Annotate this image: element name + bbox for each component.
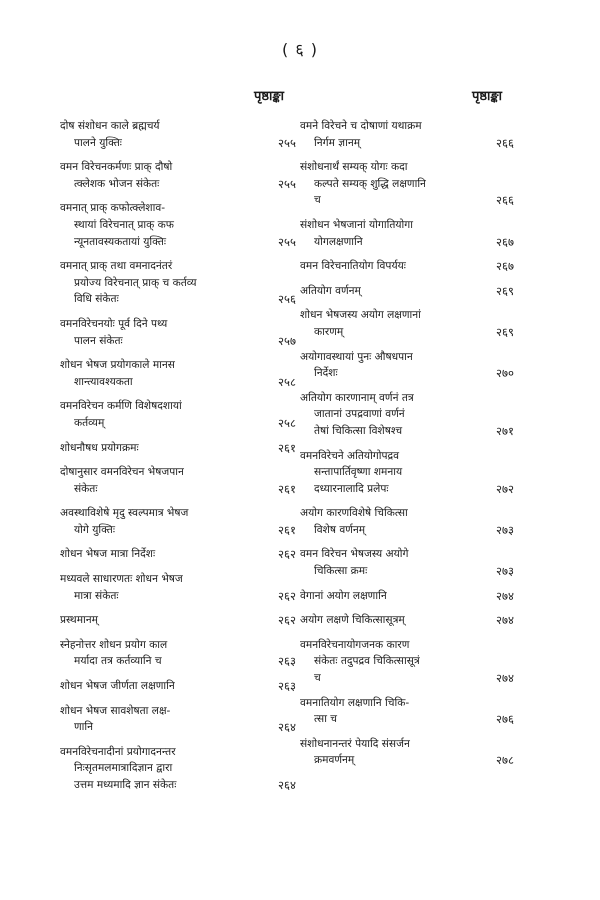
toc-entry-text: च (314, 194, 321, 207)
toc-entry-text: संकेतः (74, 482, 98, 495)
toc-entry-line (60, 588, 296, 605)
toc-entry-line (60, 159, 296, 176)
toc-entry-line (60, 415, 296, 432)
toc-entry-page: २६१ (278, 522, 296, 537)
toc-entry-page: २७८ (496, 753, 514, 768)
toc-entry (60, 118, 296, 151)
toc-entry-text: वेगानां अयोग लक्षणानि (300, 589, 387, 602)
toc-entry-line (300, 406, 514, 423)
left-column-heading: पृष्ठाङ्का (253, 89, 284, 104)
toc-entry-page: २५६ (278, 292, 296, 307)
toc-entry-line (60, 522, 296, 539)
toc-entry-line (60, 440, 296, 457)
toc-entry-text: उत्तम मध्यमादि ज्ञान संकेतः (74, 779, 177, 791)
toc-entry-text: चिकित्सा क्रमः (314, 565, 368, 578)
toc-entry-line (300, 258, 514, 275)
toc-entry-line (300, 522, 514, 539)
toc-entry-line (300, 752, 514, 769)
toc-entry-line (300, 612, 514, 629)
toc-entry (60, 316, 296, 349)
toc-entry-page: २६१ (278, 481, 296, 496)
toc-entry-page: २७० (496, 366, 514, 381)
toc-entry (60, 398, 296, 431)
right-entry-list (300, 118, 514, 769)
toc-entry (60, 505, 296, 538)
toc-entry-line (60, 200, 296, 217)
toc-entry (300, 588, 514, 605)
toc-entry-page: २७२ (496, 481, 514, 496)
toc-entry-page: २६३ (278, 654, 296, 669)
toc-entry-page: २५५ (278, 176, 296, 191)
toc-entry (60, 200, 296, 250)
toc-entry-text: निर्देशः (314, 367, 338, 380)
toc-entry-page: २६३ (278, 679, 296, 694)
toc-entry-text: अयोग कारणविशेषे चिकित्सा (300, 507, 408, 520)
toc-entry-text: विधि संकेतः (74, 293, 119, 306)
toc-entry-page: २६४ (278, 720, 296, 735)
toc-entry-line (300, 563, 514, 580)
toc-entry-page: २५८ (278, 415, 296, 430)
toc-entry-line (60, 357, 296, 374)
toc-entry-text: वमनविरेचन कर्मणि विशेषदशायां (60, 400, 182, 413)
toc-entry-text: संशोधनार्थं सम्यक् योगः कदा (300, 161, 408, 174)
toc-entry-text: कल्पते सम्यक् शुद्धि लक्षणानि (314, 177, 426, 190)
toc-entry-text: मात्रा संकेतः (74, 589, 119, 602)
toc-entry (300, 307, 514, 340)
toc-entry (60, 703, 296, 736)
toc-entry-text: न्यूनतावस्यकतायां युक्तिः (74, 235, 167, 248)
toc-entry-page: २७४ (496, 671, 514, 686)
toc-entry (300, 217, 514, 250)
toc-entry-line (300, 118, 514, 135)
toc-entry-line (60, 135, 296, 152)
toc-entry-line (300, 217, 514, 234)
toc-entry-page: २७३ (496, 522, 514, 537)
toc-entry (300, 390, 514, 440)
toc-entry-text: कारणम् (314, 325, 344, 338)
toc-entry-line (60, 760, 296, 777)
right-column (300, 86, 514, 777)
toc-entry-text: अतियोग कारणानाम् वर्णनं तत्र (300, 391, 414, 404)
toc-entry (300, 637, 514, 687)
toc-entry-text: वमनात् प्राक् कफोत्क्लेशाव- (60, 202, 166, 215)
right-column-heading: पृष्ठाङ्का (471, 89, 502, 104)
toc-entry-line (300, 588, 514, 605)
toc-entry-page: २५५ (278, 135, 296, 150)
toc-entry-text: वमने विरेचने च दोषाणां यथाक्रम (300, 120, 422, 132)
toc-entry-text: योगलक्षणानि (314, 235, 363, 248)
toc-entry-line (300, 448, 514, 465)
toc-entry-line (300, 481, 514, 498)
toc-entry-page: २६२ (278, 613, 296, 628)
toc-entry-text: दोष संशोधन काले ब्रह्मचर्य (60, 120, 160, 132)
toc-entry-line (60, 505, 296, 522)
toc-entry-line (60, 777, 296, 794)
toc-entry-line (300, 390, 514, 407)
toc-entry-text: अयोग लक्षणे चिकित्सासूत्रम् (300, 614, 405, 627)
toc-entry-text: वमन विरेचनकर्मणः प्राक् दौषो (60, 161, 173, 174)
toc-entry-line (60, 481, 296, 498)
toc-entry-line (60, 464, 296, 481)
toc-entry-text: मध्यवले साधारणतः शोधन भेषज (60, 573, 183, 586)
toc-entry-page: २६९ (496, 283, 514, 298)
toc-entry-text: शोधनौषध प्रयोगक्रमः (60, 441, 139, 454)
toc-entry-line (60, 398, 296, 415)
toc-entry-line (300, 135, 514, 152)
toc-entry-text: जातानां उपद्रवाणां वर्णनं (314, 408, 405, 421)
toc-entry-page: २५८ (278, 374, 296, 389)
toc-entry-text: पालन संकेतः (74, 334, 123, 347)
toc-entry (60, 357, 296, 390)
toc-entry-text: वमनविरेचने अतियोगोपद्रव (300, 449, 400, 462)
toc-entry-line (300, 695, 514, 712)
toc-entry-text: दोषानुसार वमनविरेचन भेषजपान (60, 466, 184, 479)
toc-entry-text: निर्गम ज्ञानम् (314, 136, 361, 149)
toc-entry (300, 349, 514, 382)
toc-entry-text: वमनविरेचनायोगजनक कारण (300, 638, 410, 651)
toc-entry-line (300, 324, 514, 341)
toc-entry-line (60, 217, 296, 234)
toc-entry-line (60, 612, 296, 629)
toc-entry-text: त्सा च (314, 713, 338, 726)
toc-entry-line (60, 637, 296, 654)
toc-entry-line (60, 258, 296, 275)
toc-entry-page: २७१ (496, 423, 514, 438)
toc-entry (60, 637, 296, 670)
toc-entry (60, 440, 296, 457)
toc-entry-text: शोधन भेषज सावशेषता लक्ष- (60, 704, 171, 717)
toc-entry-text: सन्तापार्तिवृष्णा शमनाय (314, 466, 403, 479)
toc-entry-line (60, 291, 296, 308)
toc-entry-line (300, 711, 514, 728)
toc-entry (300, 695, 514, 728)
toc-entry-page: २७३ (496, 564, 514, 579)
toc-entry-page: २५५ (278, 234, 296, 249)
toc-entry-page: २६७ (496, 259, 514, 274)
toc-entry-text: वमनविरेचनयोः पूर्व दिने पथ्य (60, 317, 168, 330)
toc-entry (60, 678, 296, 695)
toc-entry-text: अतियोग वर्णनम् (300, 284, 361, 297)
toc-entry-text: वमनात् प्राक् तथा वमनादनंतरं (60, 260, 173, 273)
left-column (60, 86, 296, 802)
left-entry-list (60, 118, 296, 794)
toc-entry (300, 159, 514, 209)
toc-entry-text: प्रस्थमानम् (60, 614, 98, 627)
toc-entry-line (60, 275, 296, 292)
toc-entry-text: स्नेहनोत्तर शोधन प्रयोग काल (60, 638, 168, 651)
toc-entry-line (300, 307, 514, 324)
toc-entry-line (60, 653, 296, 670)
toc-entry-line (60, 234, 296, 251)
toc-entry-line (300, 670, 514, 687)
toc-entry (300, 448, 514, 498)
toc-entry-text: वमनविरेचनादीनां प्रयोगादनन्तर (60, 745, 176, 758)
toc-entry-text: संशोधनानन्तरं पेयादि संसर्जन (300, 737, 410, 750)
toc-entry (300, 505, 514, 538)
toc-entry-text: निःसृतमलमात्रादिज्ञान द्वारा (74, 762, 173, 775)
toc-entry-line (300, 736, 514, 753)
toc-entry-text: पालने युक्तिः (74, 136, 122, 149)
toc-entry-page: २६२ (278, 547, 296, 562)
toc-entry-line (60, 333, 296, 350)
toc-entry-text: संशोधन भेषजानां योगातियोगा (300, 218, 414, 231)
toc-entry-page: २६४ (278, 778, 296, 792)
toc-entry-text: तेषां चिकित्सा विशेषश्च (314, 424, 403, 437)
toc-entry-text: वमन विरेचनातियोग विपर्ययः (300, 260, 406, 273)
toc-entry (60, 546, 296, 563)
toc-entry-line (300, 159, 514, 176)
toc-entry (300, 258, 514, 275)
toc-entry-line (300, 423, 514, 440)
toc-entry-text: शोधन भेषजस्य अयोग लक्षणानां (300, 309, 421, 322)
toc-entry-text: मर्यादा तत्र कर्तव्यानि च (74, 655, 162, 668)
toc-entry-line (300, 653, 514, 670)
toc-entry-line (300, 365, 514, 382)
toc-entry-page: २६६ (496, 135, 514, 150)
toc-entry (300, 546, 514, 579)
toc-entry-text: कर्तव्यम् (74, 416, 105, 429)
toc-entry-line (300, 234, 514, 251)
toc-entry-page: २७४ (496, 613, 514, 628)
toc-entry-text: त्क्लेशक भोजन संकेतः (74, 177, 160, 190)
toc-entry-line (60, 374, 296, 391)
toc-entry-text: विशेष वर्णनम् (314, 523, 366, 536)
toc-entry-page: २६२ (278, 588, 296, 603)
toc-entry (300, 612, 514, 629)
toc-entry-page: २६१ (278, 440, 296, 455)
toc-entry-line (300, 176, 514, 193)
toc-entry-line (60, 719, 296, 736)
toc-entry-text: वमन विरेचन भेषजस्य अयोगे (300, 548, 409, 561)
toc-entry (60, 571, 296, 604)
toc-entry-page: २६७ (496, 234, 514, 249)
toc-entry (60, 464, 296, 497)
toc-entry-text: शोधन भेषज मात्रा निर्देशः (60, 548, 156, 561)
toc-entry-page: २५७ (278, 333, 296, 348)
toc-entry-line (300, 637, 514, 654)
toc-entry-line (60, 571, 296, 588)
toc-entry-page: २६६ (496, 193, 514, 208)
toc-entry-line (60, 678, 296, 695)
toc-entry-text: स्थायां विरेचनात् प्राक् कफ (74, 218, 174, 231)
toc-entry-page: २६९ (496, 324, 514, 339)
toc-entry-line (300, 349, 514, 366)
toc-entry-line (300, 283, 514, 300)
toc-entry-text: संकेतः तदुपद्रव चिकित्सासूत्रं (314, 655, 420, 668)
toc-entry-text: योगे युक्तिः (74, 523, 115, 536)
toc-entry-text: णानि (74, 721, 94, 734)
toc-entry-page: २७६ (496, 712, 514, 727)
toc-entry-text: अयोगावस्थायां पुनः औषधपान (300, 350, 413, 363)
toc-entry (300, 736, 514, 769)
toc-entry-text: प्रयोज्य विरेचनात् प्राक् च कर्तव्य (74, 276, 197, 289)
toc-entry (300, 283, 514, 300)
toc-entry (300, 118, 514, 151)
toc-entry (60, 159, 296, 192)
toc-entry-line (300, 546, 514, 563)
toc-entry-line (60, 744, 296, 761)
toc-entry-line (300, 464, 514, 481)
toc-entry-line (300, 192, 514, 209)
toc-entry-line (60, 703, 296, 720)
toc-entry-line (60, 546, 296, 563)
page-number: ( ६ ) (282, 40, 318, 59)
toc-entry (60, 258, 296, 308)
toc-entry-line (60, 316, 296, 333)
toc-entry-text: क्रमवर्णनम् (314, 754, 355, 767)
toc-entry-line (300, 505, 514, 522)
toc-entry (60, 612, 296, 629)
toc-entry-text: च (314, 672, 321, 685)
toc-entry-line (60, 176, 296, 193)
toc-entry-text: शान्त्यावश्यकता (74, 375, 133, 388)
toc-entry-text: अवस्थाविशेषे मृदु स्वल्पमात्र भेषज (60, 507, 189, 520)
toc-entry-line (60, 118, 296, 135)
toc-entry-text: वमनातियोग लक्षणानि चिकि- (300, 696, 410, 709)
toc-entry-page: २७४ (496, 588, 514, 603)
toc-entry-text: शोधन भेषज जीर्णता लक्षणानि (60, 680, 175, 693)
toc-entry-text: शोधन भेषज प्रयोगकाले मानस (60, 359, 175, 372)
toc-entry (60, 744, 296, 794)
toc-entry-text: दध्यारनालादि प्रलेपः (314, 482, 389, 495)
